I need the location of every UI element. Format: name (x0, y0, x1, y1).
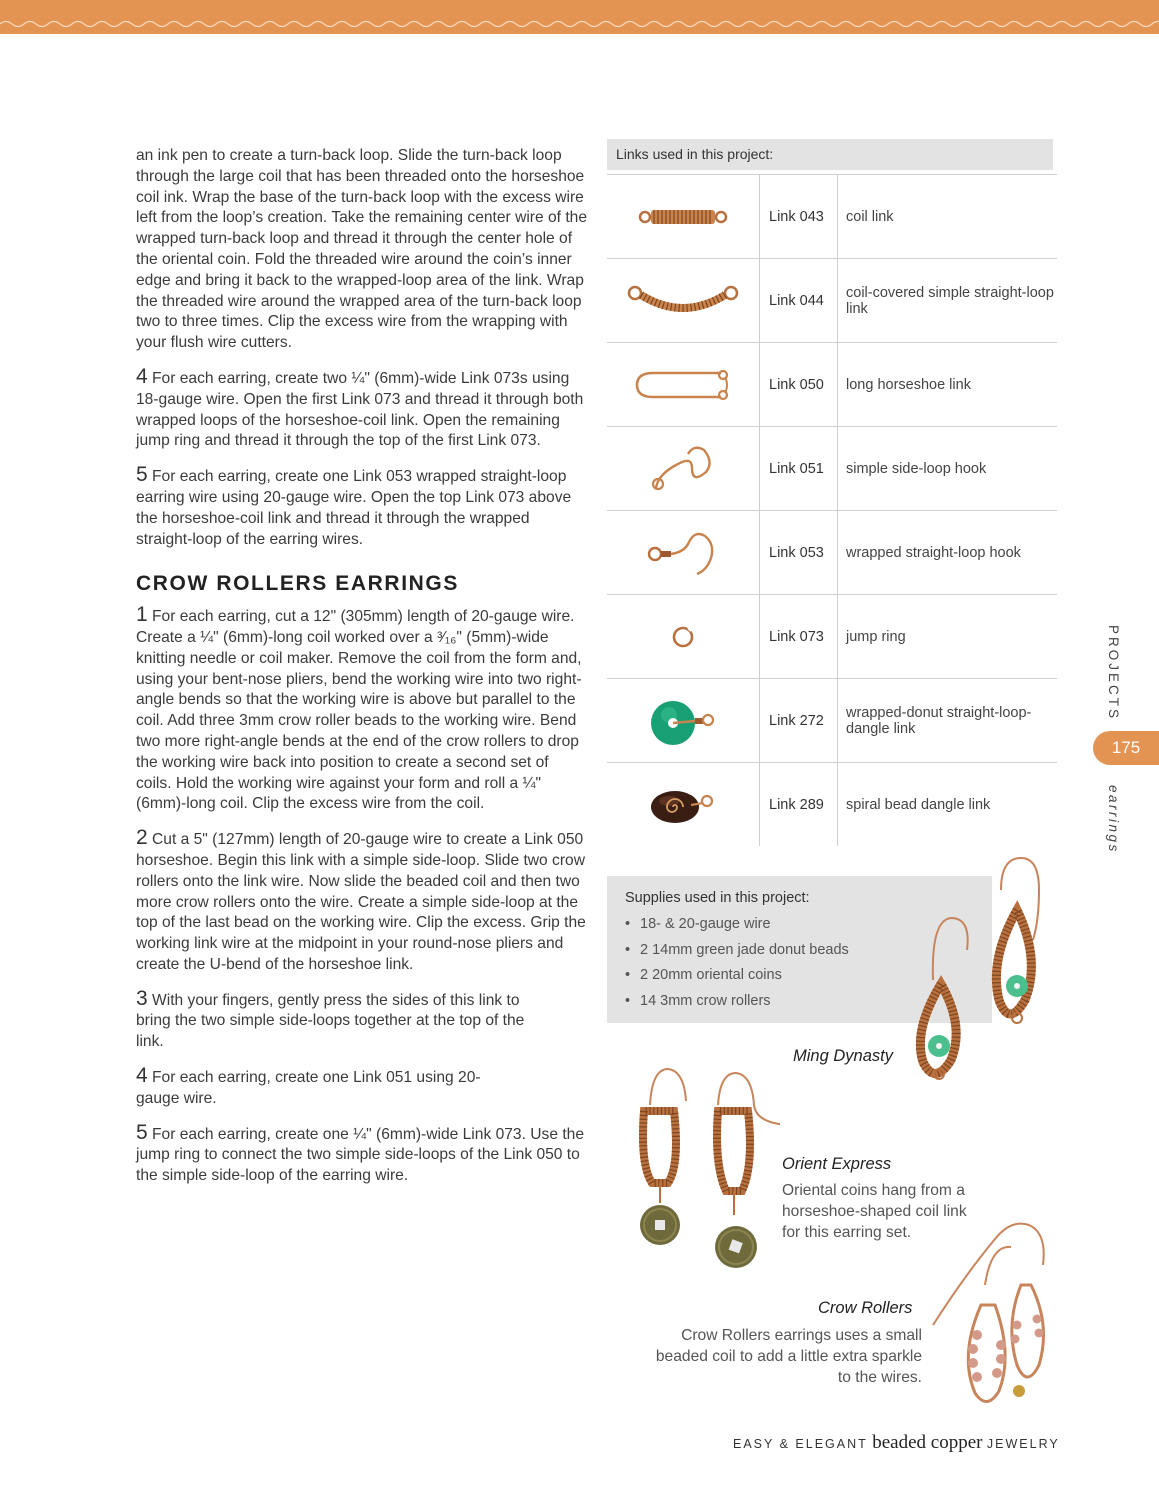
footer-part-3: JEWELRY (986, 1437, 1060, 1451)
step-text: For each earring, create one ¼" (6mm)-wide Link 073. Use the jump ring to connect the two simple side-loops of the Link 050 to the simple side-loop of the earring wire. (136, 1125, 584, 1185)
step-text: For each earring, create two ¼" (6mm)-wide Link 073s using 18-gauge wire. Open the first Link 073 and thread it through both wrapped loops of the horseshoe-coil link. Open the remaining jump ring and thread it through the top of the first Link 073. (136, 369, 584, 450)
section-heading: CROW ROLLERS EARRINGS (136, 572, 459, 596)
step-number: 4 (136, 1064, 148, 1088)
step-number: 2 (136, 826, 148, 850)
step-text: With your fingers, gently press the sides of this link to bring the two simple side-loops together at the top of the link. (136, 991, 525, 1051)
table-row (607, 259, 1057, 343)
step-text: For each earring, cut a 12" (305mm) length of 20-gauge wire. Create a ¼" (6mm)-long coil worked over a ³⁄₁₆" (5mm)-wide knitting needle or coil maker. Remove the coil from the form and, using your bent-nose pliers, bend the working wire into two right-angle bends so that the working wire is above but parallel to the coil. Add three 3mm crow roller beads to the working wire. Bend two more right-angle bends at the end of the crow rollers to drop the working wire back into position to create a second set of coils. Hold the working wire against your form and roll a ¼" (6mm)-long coil. Clip the excess wire from the coil. (136, 608, 582, 813)
link-number: Link 051 (760, 427, 838, 510)
table-row (607, 343, 1057, 427)
table-row (607, 175, 1057, 259)
crow-rollers-caption: Crow Rollers earrings uses a small beaded coil to add a little extra sparkle to the wires. (655, 1327, 922, 1386)
table-row (607, 763, 1057, 846)
link-description: long horseshoe link (846, 376, 971, 393)
curved-coil-link-icon (627, 281, 739, 321)
step-paragraph (136, 364, 588, 452)
step-text: For each earring, create one Link 051 using 20-gauge wire. (136, 1069, 481, 1107)
ming-dynasty-earrings-photo (905, 850, 1065, 1090)
table-row (607, 427, 1057, 511)
step-text: Cut a 5" (127mm) length of 20-gauge wire to create a Link 050 horseshoe. Begin this link with a simple side-loop. Slide two crow rollers onto the link wire. Now slide the beaded coil and then two more crow rollers onto the wire. Create a simple side-loop at the top of the last bead on the working wire. Clip the excess. Grip the working link wire at the midpoint in your round-nose pliers and create the U-bend of the horseshoe link. (136, 831, 586, 973)
step-text: For each earring, create one Link 053 wrapped straight-loop earring wire using 20-gauge wire. Open the top Link 073 above the horseshoe-coil link and thread it through the wrapped straight-loop of the earring wires. (136, 468, 572, 548)
step-number: 5 (136, 1120, 148, 1144)
link-description: wrapped straight-loop hook (846, 544, 1021, 561)
link-description: spiral bead dangle link (846, 796, 991, 813)
link-number: Link 272 (760, 679, 838, 762)
step-number: 4 (136, 364, 148, 388)
footer-part-1: EASY & ELEGANT (733, 1437, 868, 1451)
orient-express-title: Orient Express (782, 1155, 892, 1173)
coil-link-icon (638, 202, 728, 232)
list-item: • 14 3mm crow rollers (625, 989, 992, 1015)
link-number: Link 289 (760, 763, 838, 846)
step-paragraph (136, 1066, 496, 1110)
section-label: PROJECTS (1106, 625, 1121, 722)
supplies-title: Supplies used in this project: (625, 890, 810, 906)
orient-express-caption: Oriental coins hang from a horseshoe-shaped coil link for this earring set. (782, 1182, 967, 1241)
spiral-bead-icon (647, 783, 719, 827)
link-description: wrapped-donut straight-loop-dangle link (846, 704, 1032, 737)
link-description: simple side-loop hook (846, 460, 987, 477)
step-paragraph (136, 986, 551, 1053)
table-row (607, 511, 1057, 595)
crow-rollers-earrings-photo (925, 1215, 1055, 1415)
link-number: Link 044 (760, 259, 838, 342)
step-paragraph (136, 1120, 588, 1187)
jump-ring-icon (668, 622, 698, 652)
step-paragraph (136, 605, 588, 815)
link-number: Link 053 (760, 511, 838, 594)
links-table (607, 174, 1057, 846)
chapter-label: earrings (1106, 785, 1121, 854)
ming-dynasty-title: Ming Dynasty (793, 1047, 893, 1065)
link-number: Link 073 (760, 595, 838, 678)
table-row (607, 595, 1057, 679)
list-item: • 2 20mm oriental coins (625, 963, 992, 989)
step-number: 5 (136, 463, 148, 487)
table-row (607, 679, 1057, 763)
orient-express-earrings-photo (630, 1065, 780, 1285)
links-table-panel (607, 139, 1057, 846)
crow-rollers-title: Crow Rollers (818, 1299, 913, 1317)
horseshoe-link-icon (633, 365, 733, 405)
link-description: coil link (846, 208, 894, 225)
link-number: Link 043 (760, 175, 838, 258)
top-decorative-band (0, 0, 1159, 34)
step-paragraph (136, 828, 588, 976)
footer-part-2: beaded copper (872, 1432, 983, 1453)
jade-donut-icon (645, 693, 721, 749)
book-title-footer (733, 1432, 1058, 1456)
links-header: Links used in this project: (607, 139, 1053, 170)
link-description: coil-covered simple straight-loop link (846, 284, 1054, 317)
link-description: jump ring (846, 628, 906, 645)
step-number: 3 (136, 986, 148, 1010)
list-item: • 2 14mm green jade donut beads (625, 938, 992, 964)
list-item: • 18- & 20-gauge wire (625, 912, 992, 938)
wave-border-icon (0, 18, 1159, 30)
step-paragraph (136, 465, 588, 550)
page-number: 175 (1093, 731, 1159, 765)
link-number: Link 050 (760, 343, 838, 426)
intro-paragraph: an ink pen to create a turn-back loop. Slide the turn-back loop through the large coil that has been threaded onto the horseshoe coil ink. Wrap the base of the turn-back loop with the excess wire left from the loop’s creation. Take the remaining center wire of the wrapped turn-back loop and thread it through the center hole of the oriental coin. Fold the threaded wire around the coin’s inner edge and bring it back to the wrapped-loop area of the link. Wrap the threaded wire around the wrapped area of the turn-back loop two to three times. Clip the excess wire from the wrapping with your flush wire cutters. (136, 147, 588, 352)
wrapped-hook-icon (645, 528, 721, 578)
side-loop-hook-icon (648, 444, 718, 494)
step-number: 1 (136, 603, 148, 627)
instructions-column (136, 146, 588, 1200)
